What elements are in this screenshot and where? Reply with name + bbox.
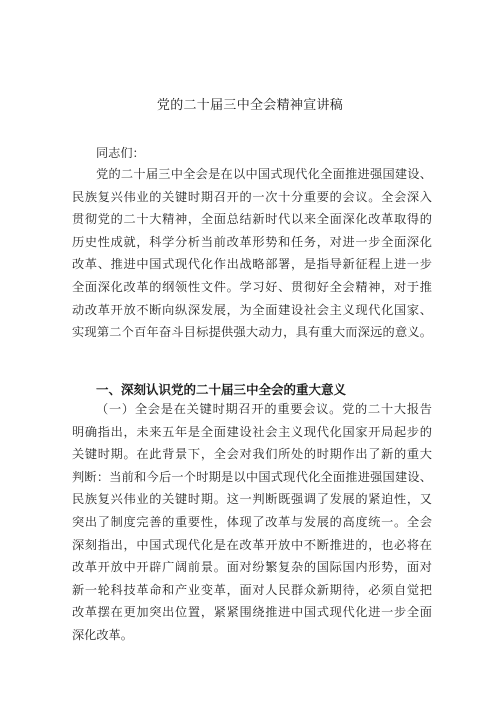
intro-line: 动改革开放不断向纵深发展，为全面建设社会主义现代化国家、 xyxy=(72,302,432,317)
intro-line: 民族复兴伟业的关键时期召开的一次十分重要的会议。全会深入 xyxy=(72,189,432,204)
document-title: 党的二十届三中全会精神宣讲稿 xyxy=(156,98,344,113)
section-heading: 一、深刻认识党的二十届三中全会的重大意义 xyxy=(96,382,347,397)
intro-line: 改革、推进中国式现代化作出战略部署，是指导新征程上进一步 xyxy=(72,257,432,272)
section1-line: 明确指出，未来五年是全面建设社会主义现代化国家开局起步的 xyxy=(72,424,432,439)
section1-line: 深化改革。 xyxy=(72,627,133,642)
section1-line: 判断：当前和今后一个时期是以中国式现代化全面推进强国建设、 xyxy=(72,469,432,484)
intro-line: 历史性成就，科学分析当前改革形势和任务，对进一步全面深化 xyxy=(72,234,432,249)
section1-line: 突出了制度完善的重要性，体现了改革与发展的高度统一。全会 xyxy=(72,514,432,529)
section1-line: 关键时期。在此背景下，全会对我们所处的时期作出了新的重大 xyxy=(72,447,432,462)
section1-paragraph xyxy=(72,398,432,647)
intro-line: 贯彻党的二十大精神，全面总结新时代以来全面深化改革取得的 xyxy=(72,212,432,227)
intro-paragraph xyxy=(72,163,432,344)
intro-line: 全面深化改革的纲领性文件。学习好、贯彻好全会精神，对于推 xyxy=(72,279,432,294)
section1-line: 深刻指出，中国式现代化是在改革开放中不断推进的，也必将在 xyxy=(72,537,432,552)
salutation: 同志们： xyxy=(96,146,145,160)
intro-line: 党的二十届三中全会是在以中国式现代化全面推进强国建设、 xyxy=(96,167,432,181)
section1-line: 民族复兴伟业的关键时期。这一判断既强调了发展的紧迫性，又 xyxy=(72,492,432,507)
intro-line: 实现第二个百年奋斗目标提供强大动力，具有重大而深远的意义。 xyxy=(72,325,432,340)
section1-line: （一）全会是在关键时期召开的重要会议。党的二十大报告 xyxy=(96,402,432,416)
section1-line: 改革开放中开辟广阔前景。面对纷繁复杂的国际国内形势，面对 xyxy=(72,560,432,575)
section1-line: 改革摆在更加突出位置，紧紧围绕推进中国式现代化进一步全面 xyxy=(72,605,432,620)
section1-line: 新一轮科技革命和产业变革，面对人民群众新期待，必须自觉把 xyxy=(72,582,432,597)
